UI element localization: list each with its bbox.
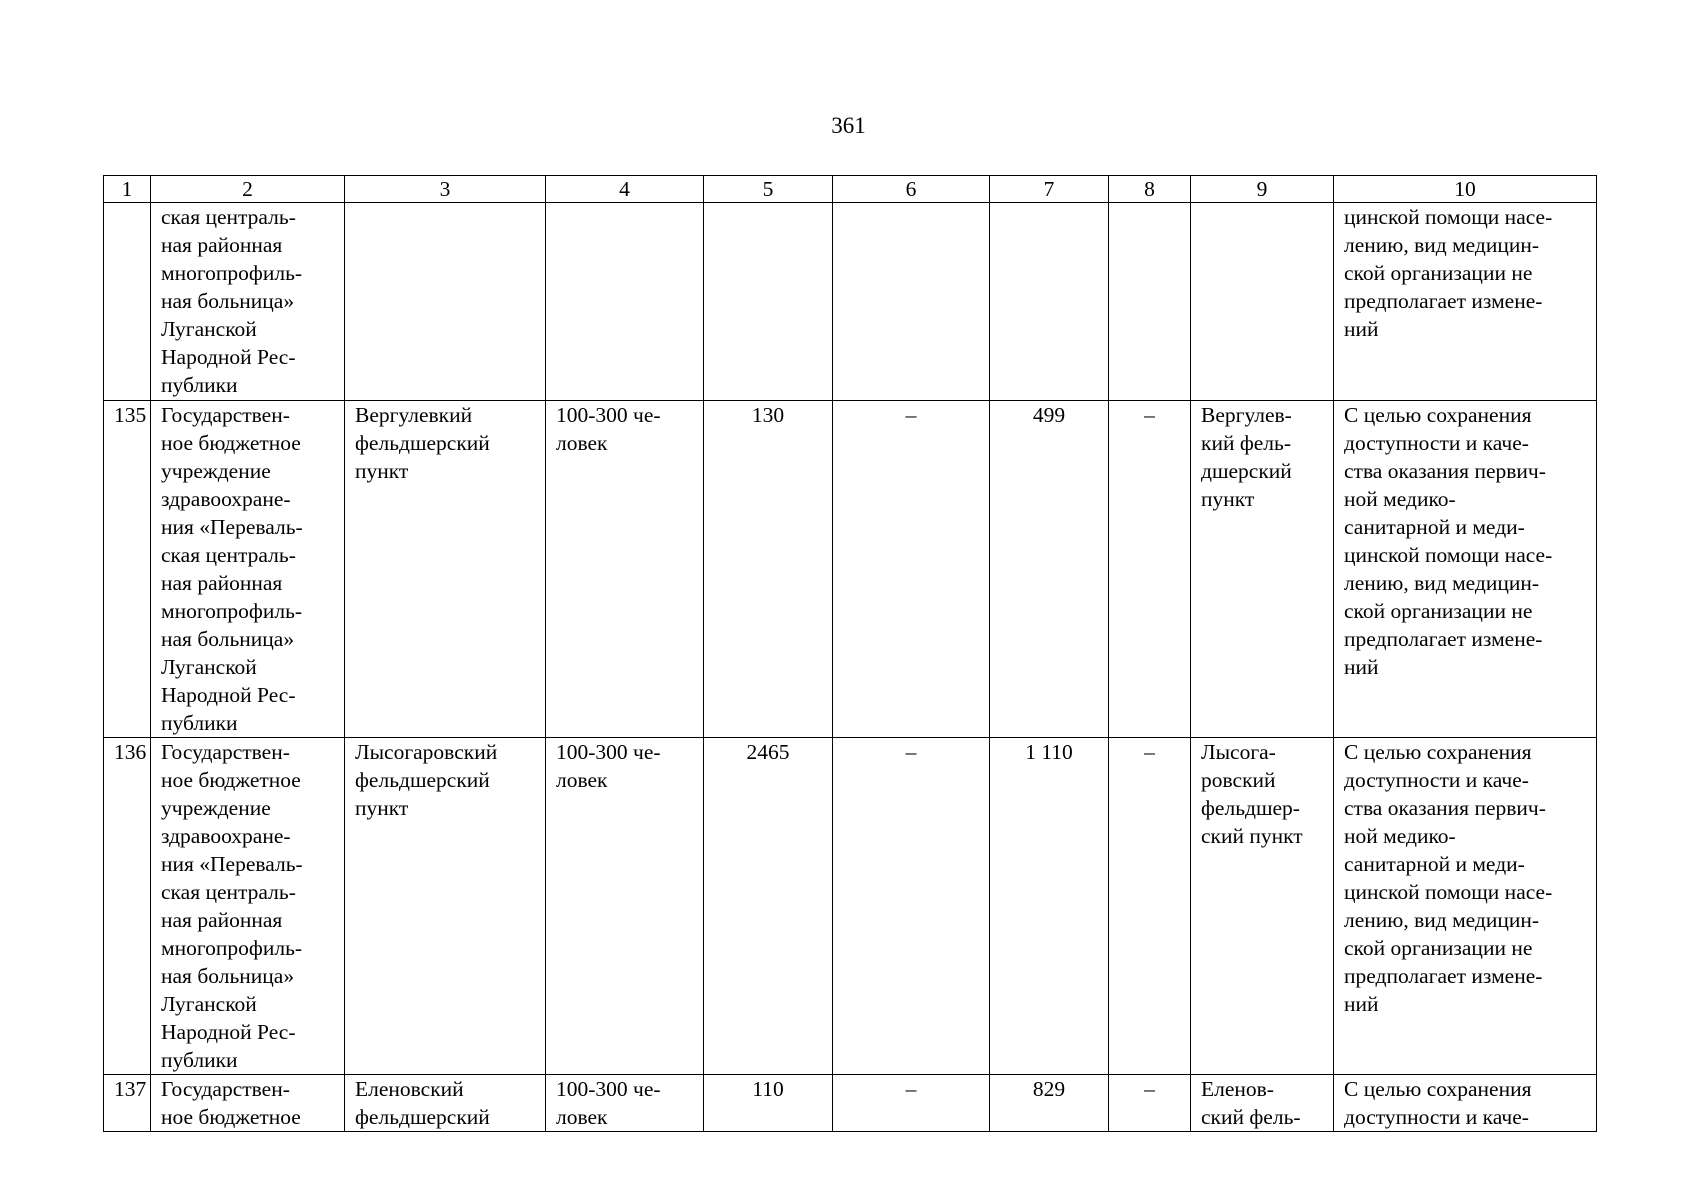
table-row (104, 401, 1597, 738)
column-9-cell (1191, 738, 1334, 1075)
organization-text: ская централь- ная районная многопрофиль- ная больница» Луганской Народной Рес- публики (161, 205, 303, 397)
column-7-cell: 499 (990, 401, 1109, 738)
facility-cell (345, 738, 546, 1075)
organization-text: Государствен- ное бюджетное (161, 1077, 301, 1129)
facility-text: Еленовский фельдшерский (355, 1077, 490, 1129)
table-row (104, 203, 1597, 401)
column-8-cell: – (1109, 401, 1191, 738)
table-header-row (104, 176, 1597, 203)
column-9-text: Вергулев- кий фель- дшерский пункт (1201, 403, 1292, 511)
column-6-cell: – (833, 401, 990, 738)
column-7-cell: 1 110 (990, 738, 1109, 1075)
page-number: 361 (831, 113, 866, 138)
column-8-cell: – (1109, 1075, 1191, 1132)
column-header-8: 8 (1109, 176, 1191, 203)
column-header-7: 7 (990, 176, 1109, 203)
column-header-1: 1 (104, 176, 151, 203)
row-number: 135 (104, 401, 151, 738)
column-9-text: Еленов- ский фель- (1201, 1077, 1301, 1129)
column-9-text: Лысога- ровский фельдшер- ский пункт (1201, 740, 1303, 848)
column-header-10: 10 (1334, 176, 1597, 203)
population-cell (546, 401, 704, 738)
facility-cell (345, 203, 546, 401)
column-5-cell: 2465 (704, 738, 833, 1075)
column-header-9: 9 (1191, 176, 1334, 203)
column-10-text: С целью сохранения доступности и каче- ства оказания первич- ной медико- санитарной и меди- цинской помощи насе- лению, вид медицин- ской организации не предполагает измене- ний (1344, 403, 1553, 679)
organization-cell (151, 203, 345, 401)
column-5-cell: 110 (704, 1075, 833, 1132)
organization-cell (151, 1075, 345, 1132)
column-8-cell: – (1109, 738, 1191, 1075)
column-6-cell (833, 203, 990, 401)
column-header-4: 4 (546, 176, 704, 203)
column-10-text: С целью сохранения доступности и каче- (1344, 1077, 1532, 1129)
column-10-cell (1334, 401, 1597, 738)
population-cell (546, 1075, 704, 1132)
population-text: 100-300 че- ловек (556, 1077, 661, 1129)
table-row (104, 1075, 1597, 1132)
column-header-5: 5 (704, 176, 833, 203)
row-number: 137 (104, 1075, 151, 1132)
row-number: 136 (104, 738, 151, 1075)
column-10-cell (1334, 738, 1597, 1075)
column-6-cell: – (833, 1075, 990, 1132)
population-cell (546, 738, 704, 1075)
organization-text: Государствен- ное бюджетное учреждение здравоохране- ния «Переваль- ская централь- ная районная многопрофиль- ная больница» Луганской Народной Рес- публики (161, 403, 303, 735)
facility-cell (345, 1075, 546, 1132)
column-10-text: цинской помощи насе- лению, вид медицин- ской организации не предполагает измене- ний (1344, 205, 1553, 341)
column-5-cell: 130 (704, 401, 833, 738)
row-number (104, 203, 151, 401)
facility-cell (345, 401, 546, 738)
population-cell (546, 203, 704, 401)
population-text: 100-300 че- ловек (556, 403, 661, 455)
column-6-cell: – (833, 738, 990, 1075)
column-7-cell (990, 203, 1109, 401)
facility-text: Лысогаровский фельдшерский пункт (355, 740, 498, 820)
column-7-cell: 829 (990, 1075, 1109, 1132)
organization-cell (151, 738, 345, 1075)
column-9-cell (1191, 401, 1334, 738)
column-9-cell (1191, 1075, 1334, 1132)
organization-cell (151, 401, 345, 738)
facility-text: Вергулевкий фельдшерский пункт (355, 403, 490, 483)
table-row (104, 738, 1597, 1075)
column-header-2: 2 (151, 176, 345, 203)
column-8-cell (1109, 203, 1191, 401)
column-10-text: С целью сохранения доступности и каче- ства оказания первич- ной медико- санитарной и меди- цинской помощи насе- лению, вид медицин- ской организации не предполагает измене- ний (1344, 740, 1553, 1016)
column-10-cell (1334, 1075, 1597, 1132)
column-5-cell (704, 203, 833, 401)
organization-text: Государствен- ное бюджетное учреждение здравоохране- ния «Переваль- ская централь- ная районная многопрофиль- ная больница» Луганской Народной Рес- публики (161, 740, 303, 1072)
column-10-cell (1334, 203, 1597, 401)
column-header-6: 6 (833, 176, 990, 203)
population-text: 100-300 че- ловек (556, 740, 661, 792)
facilities-table (103, 175, 1597, 1132)
column-9-cell (1191, 203, 1334, 401)
column-header-3: 3 (345, 176, 546, 203)
